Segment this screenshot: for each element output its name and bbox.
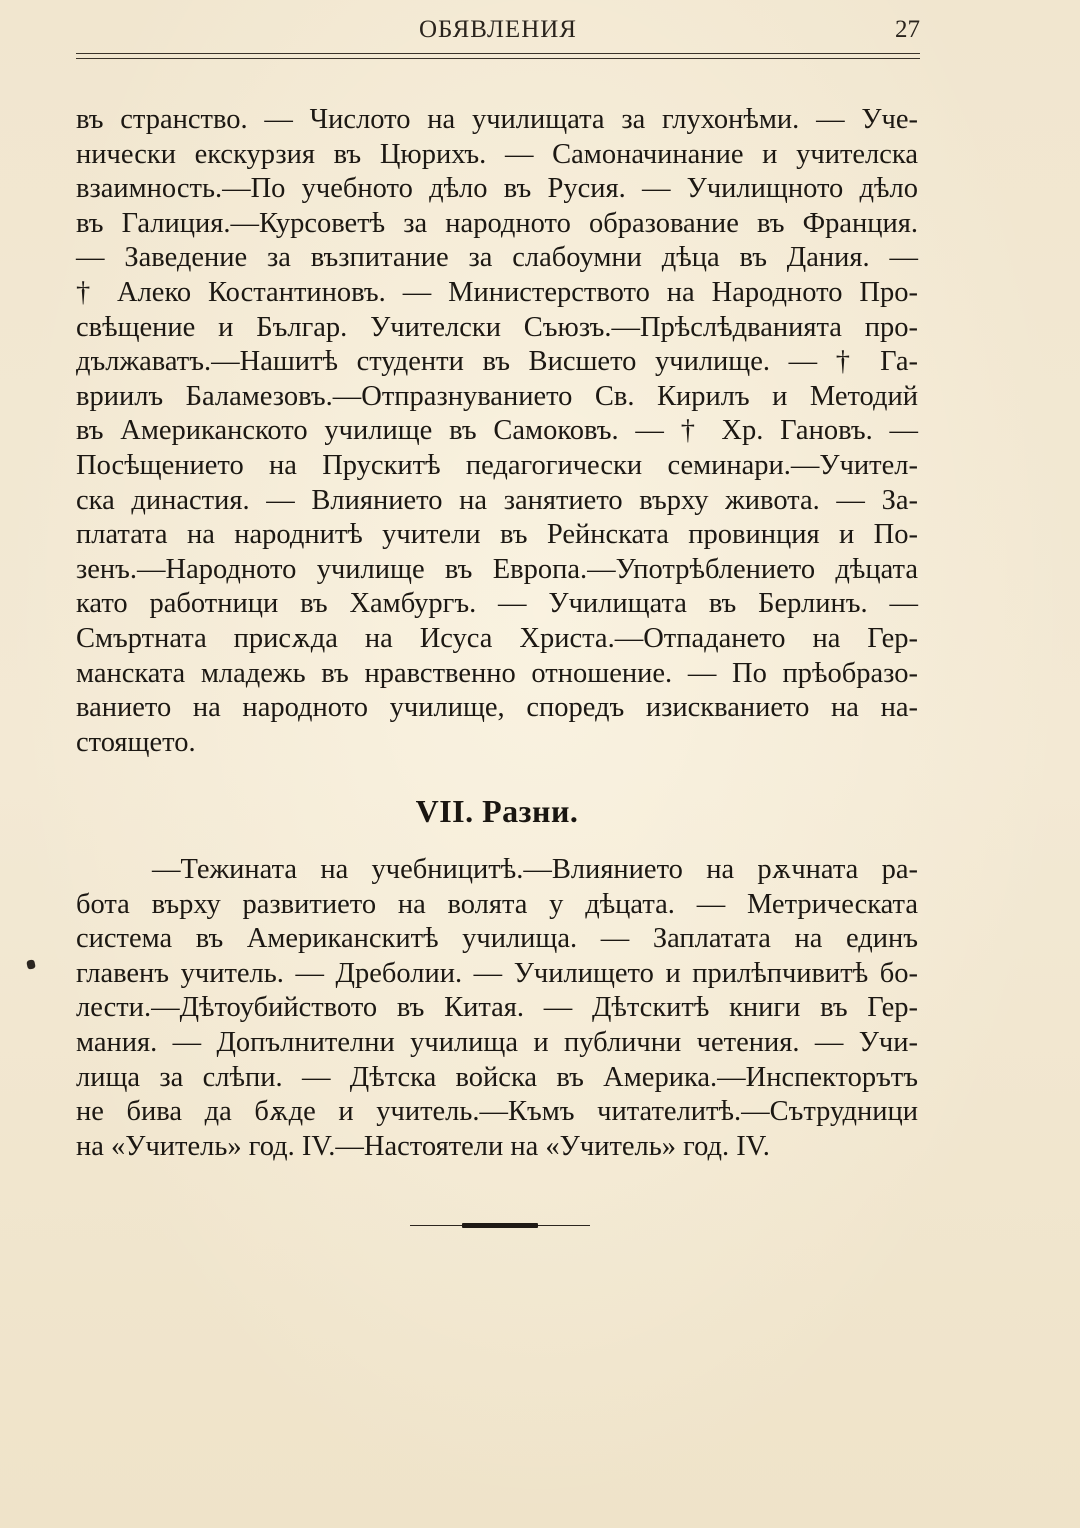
text-line: лести.—Дѣтоубийството въ Китая. — Дѣтскитѣ книги въ Гер- bbox=[76, 992, 918, 1024]
text-line: платата на народнитѣ учители въ Рейнската провинция и По- bbox=[76, 519, 918, 551]
text-line: —Тежината на учебницитѣ.—Влиянието на рѫчната ра- bbox=[152, 854, 918, 885]
text-line: дължаватъ.—Нашитѣ студенти въ Висшето училище. — † Га- bbox=[76, 346, 918, 378]
text-line: бота върху развитието на волята у дѣцата. — Метрическата bbox=[76, 888, 918, 920]
text-line: на «Учитель» год. IV.—Настоятели на «Учитель» год. IV. bbox=[76, 1130, 770, 1162]
text-line: ванието на народното училище, споредъ изискванието на на- bbox=[76, 692, 918, 724]
running-header bbox=[76, 14, 920, 50]
text-line: стоящето. bbox=[76, 726, 196, 758]
end-ornament-rule bbox=[410, 1223, 590, 1229]
text-line: вриилъ Баламезовъ.—Отпразнуванието Св. Кирилъ и Методий bbox=[76, 380, 918, 412]
text-line: Смъртната присѫда на Исуса Христа.—Отпадането на Гер- bbox=[76, 622, 918, 654]
text-line: не бива да бѫде и учитель.—Къмъ читателитѣ.—Сътрудници bbox=[76, 1096, 918, 1128]
page-number: 27 bbox=[895, 16, 920, 43]
text-line: въ Американското училище въ Самоковъ. — † Хр. Гановъ. — bbox=[76, 415, 918, 447]
text-line: въ странство. — Числото на училищата за глухонѣми. — Уче- bbox=[76, 104, 918, 135]
text-line: Посѣщението на Прускитѣ педагогически семинари.—Учител- bbox=[76, 449, 918, 481]
text-line: † Алеко Костантиновъ. — Министерството на Народното Про- bbox=[76, 276, 918, 308]
text-line: — Заведение за възпитание за слабоумни дѣца въ Дания. — bbox=[76, 242, 918, 274]
ink-blot-mark bbox=[26, 959, 36, 969]
text-line: главенъ учитель. — Дреболии. — Училището и прилѣпчивитѣ бо- bbox=[76, 957, 918, 989]
contents-paragraph-one bbox=[76, 103, 918, 760]
text-line: взаимность.—По учебното дѣло въ Русия. — Училищното дѣло bbox=[76, 173, 918, 205]
running-title: ОБЯВЛЕНИЯ bbox=[419, 16, 577, 43]
header-rule-lower bbox=[76, 58, 920, 59]
text-line: въ Галиция.—Курсоветѣ за народното образование въ Франция. bbox=[76, 207, 918, 239]
text-line: като работници въ Хамбургъ. — Училищата въ Берлинъ. — bbox=[76, 588, 918, 620]
text-line: система въ Американскитѣ училища. — Заплатата на единъ bbox=[76, 923, 918, 955]
text-line: мания. — Допълнителни училища и публични четения. — Учи- bbox=[76, 1026, 918, 1058]
header-rule-upper bbox=[76, 53, 920, 54]
section-heading: VII. Разни. bbox=[415, 793, 579, 829]
text-line: манската младежь въ нравственно отношение. — По прѣобразо- bbox=[76, 657, 918, 689]
contents-paragraph-two bbox=[76, 853, 918, 1164]
text-line: лища за слѣпи. — Дѣтска войска въ Америка.—Инспекторътъ bbox=[76, 1061, 918, 1093]
text-line: свѣщение и Българ. Учителски Съюзъ.—Прѣслѣдванията про- bbox=[76, 311, 918, 343]
text-line: зенъ.—Народното училище въ Европа.—Употрѣблението дѣцата bbox=[76, 553, 918, 585]
ornament-thick-bar bbox=[462, 1223, 538, 1228]
text-line: ска династия. — Влиянието на занятието върху живота. — За- bbox=[76, 484, 918, 516]
text-line: нически екскурзия въ Цюрихъ. — Самоначинание и учителска bbox=[76, 138, 918, 170]
